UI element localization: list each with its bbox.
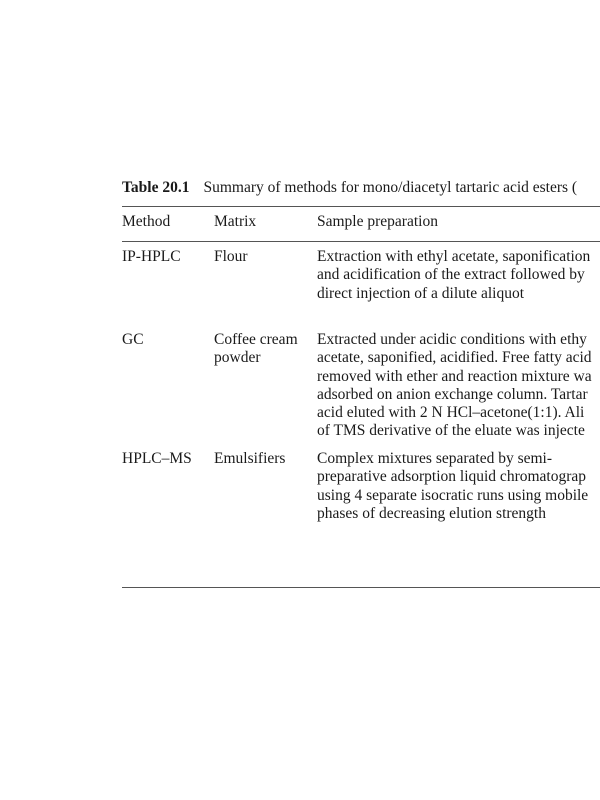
row-1-matrix xyxy=(214,248,248,266)
row-1-sample-preparation xyxy=(317,248,590,303)
row-2-matrix-line: powder xyxy=(214,349,261,367)
row-2-sample-preparation xyxy=(317,331,592,441)
table-header-rule xyxy=(122,241,600,242)
row-1-prep-line: Extraction with ethyl acetate, saponification xyxy=(317,248,591,265)
row-2-prep-line: removed with ether and reaction mixture wa xyxy=(317,367,592,385)
table-bottom-rule xyxy=(122,587,600,588)
row-3-matrix xyxy=(214,450,285,468)
row-1-matrix-line: Flour xyxy=(214,248,248,265)
row-3-sample-preparation xyxy=(317,450,588,523)
row-2-matrix xyxy=(214,331,298,368)
row-2-matrix-line: Coffee cream xyxy=(214,331,298,348)
table-number: Table 20.1 xyxy=(122,179,190,196)
row-2-prep-line: of TMS derivative of the eluate was injecte xyxy=(317,422,585,440)
row-2-method: GC xyxy=(122,331,144,348)
row-3-prep-line: Complex mixtures separated by semi- xyxy=(317,450,553,467)
header-method: Method xyxy=(122,213,171,230)
row-2-prep-line: acid eluted with 2 N HCl–acetone(1:1). Ali xyxy=(317,404,585,422)
row-1-prep-line: direct injection of a dilute aliquot xyxy=(317,284,525,302)
row-1-method: IP-HPLC xyxy=(122,248,181,265)
row-1-prep-line: and acidification of the extract followed by xyxy=(317,266,585,284)
row-3-method: HPLC–MS xyxy=(122,450,192,467)
row-3-prep-line: phases of decreasing elution strength xyxy=(317,504,546,522)
row-3-prep-line: preparative adsorption liquid chromatograp xyxy=(317,468,587,486)
row-2-prep-line: adsorbed on anion exchange column. Tartar xyxy=(317,385,588,403)
table-title: Summary of methods for mono/diacetyl tartaric acid esters ( xyxy=(203,179,578,196)
header-sample-preparation: Sample preparation xyxy=(317,213,438,230)
header-matrix: Matrix xyxy=(214,213,257,230)
row-3-prep-line: using 4 separate isocratic runs using mobile xyxy=(317,486,589,504)
row-3-matrix-line: Emulsifiers xyxy=(214,450,286,467)
table-top-rule xyxy=(122,206,600,207)
row-2-prep-line: Extracted under acidic conditions with ethy xyxy=(317,331,587,348)
table-caption xyxy=(122,178,577,198)
row-2-prep-line: acetate, saponified, acidified. Free fatty acid xyxy=(317,349,592,367)
